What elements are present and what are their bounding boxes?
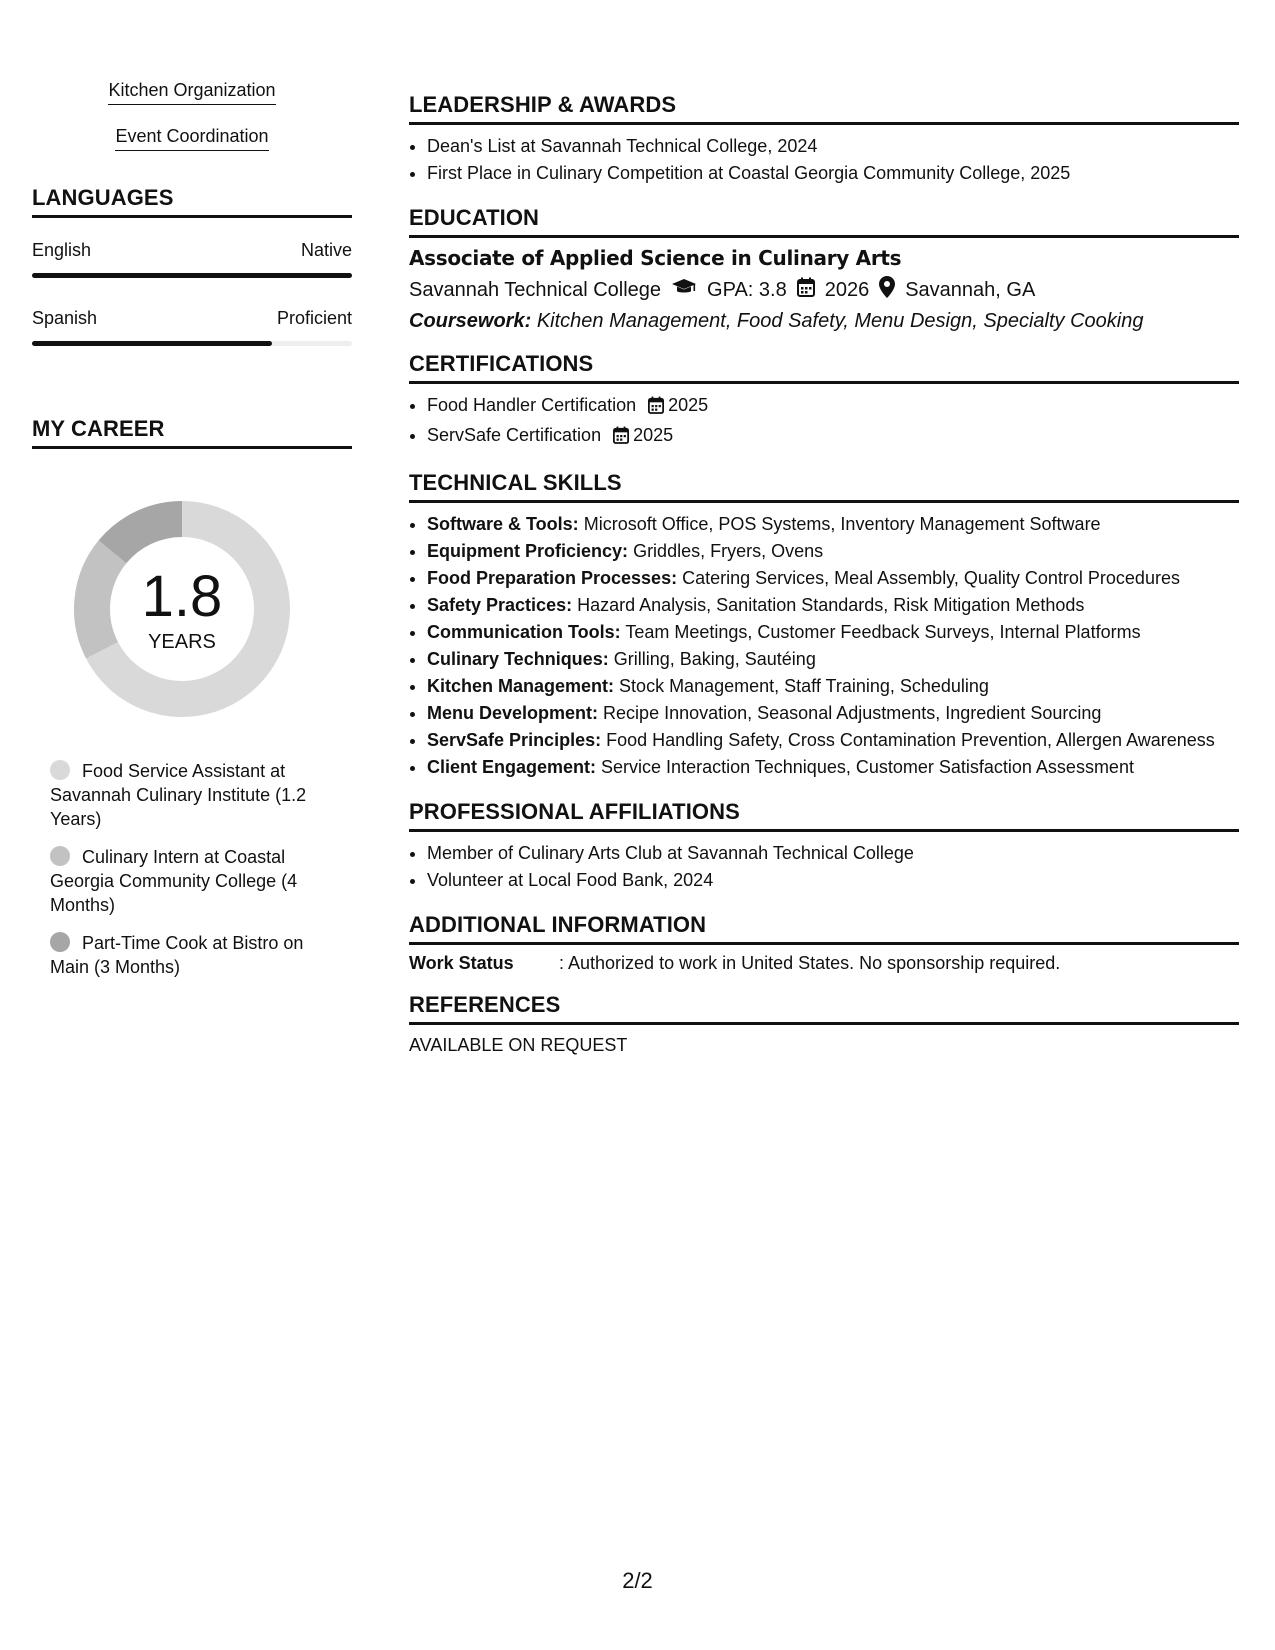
calendar-icon [648,395,664,422]
affiliations-list [409,840,1239,894]
skill-tag: Kitchen Organization [32,80,352,105]
education-details [409,276,1239,304]
work-status-label: Work Status [409,953,514,973]
certifications-heading: CERTIFICATIONS [409,351,1239,384]
list-item: • Safety Practices: Hazard Analysis, Sanitation Standards, Risk Mitigation Methods [427,592,1239,619]
coursework: Coursework: Kitchen Management, Food Safety, Menu Design, Specialty Cooking [409,310,1144,332]
legend-dot [50,932,70,952]
list-item: • ServSafe Certification 2025 [427,422,1239,452]
list-item: • Food Preparation Processes: Catering Services, Meal Assembly, Quality Control Procedures [427,565,1239,592]
legend-dot [50,846,70,866]
career-legend-item: Part-Time Cook at Bistro on Main (3 Months) [50,933,304,977]
calendar-icon [797,277,815,303]
page-number: 2/2 [622,1568,653,1593]
graduation-year: 2026 [824,278,870,301]
graduation-cap-icon [671,278,697,302]
list-item: • First Place in Culinary Competition at Coastal Georgia Community College, 2025 [427,160,1239,187]
main-content [409,92,1239,1056]
donut-segment [112,519,182,552]
gpa: GPA: 3.8 [707,278,787,301]
career-legend [50,759,340,979]
list-item: • Kitchen Management: Stock Management, Staff Training, Scheduling [427,673,1239,700]
list-item: • Client Engagement: Service Interaction Techniques, Customer Satisfaction Assessment [427,754,1239,781]
list-item: • ServSafe Principles: Food Handling Safety, Cross Contamination Prevention, Allergen Awareness [427,727,1239,754]
list-item: • Culinary Techniques: Grilling, Baking, Sautéing [427,646,1239,673]
references-text: AVAILABLE ON REQUEST [409,1035,628,1055]
language-item [32,308,352,346]
calendar-icon [613,425,629,452]
career-legend-item: Food Service Assistant at Savannah Culinary Institute (1.2 Years) [50,761,307,829]
language-item [32,240,352,278]
location-pin-icon [879,276,895,304]
legend-dot [50,760,70,780]
degree-title: Associate of Applied Science in Culinary Arts [409,246,902,270]
work-status [409,953,1239,974]
certifications-list [409,392,1239,452]
career-total: 1.8 [141,564,223,629]
references-heading: REFERENCES [409,992,1239,1025]
location: Savannah, GA [905,278,1036,301]
school-name: Savannah Technical College [409,278,662,301]
list-item: • Menu Development: Recipe Innovation, Seasonal Adjustments, Ingredient Sourcing [427,700,1239,727]
language-level: Native [300,240,352,260]
list-item: • Food Handler Certification 2025 [427,392,1239,422]
skill-tag: Event Coordination [32,126,352,151]
sidebar [32,80,352,993]
language-name: Spanish [32,308,98,328]
leadership-list [409,133,1239,187]
education-heading: EDUCATION [409,205,1239,238]
affiliations-heading: PROFESSIONAL AFFILIATIONS [409,799,1239,832]
leadership-heading: LEADERSHIP & AWARDS [409,92,1239,125]
career-heading: MY CAREER [32,416,352,449]
language-level: Proficient [276,308,352,328]
technical-skills-list [409,511,1239,781]
list-item: • Volunteer at Local Food Bank, 2024 [427,867,1239,894]
language-bar [32,273,352,278]
work-status-value: : Authorized to work in United States. No sponsorship required. [559,953,1061,973]
list-item: • Equipment Proficiency: Griddles, Fryers, Ovens [427,538,1239,565]
list-item: • Communication Tools: Team Meetings, Customer Feedback Surveys, Internal Platforms [427,619,1239,646]
career-donut-chart [62,489,302,729]
additional-info-heading: ADDITIONAL INFORMATION [409,912,1239,945]
language-name: English [32,240,92,260]
list-item: • Dean's List at Savannah Technical College, 2024 [427,133,1239,160]
language-bar [32,341,352,346]
technical-skills-heading: TECHNICAL SKILLS [409,470,1239,503]
list-item: • Member of Culinary Arts Club at Savannah Technical College [427,840,1239,867]
languages-heading: LANGUAGES [32,185,352,218]
career-unit: YEARS [148,631,216,653]
list-item: • Software & Tools: Microsoft Office, POS Systems, Inventory Management Software [427,511,1239,538]
career-legend-item: Culinary Intern at Coastal Georgia Community College (4 Months) [50,847,298,915]
